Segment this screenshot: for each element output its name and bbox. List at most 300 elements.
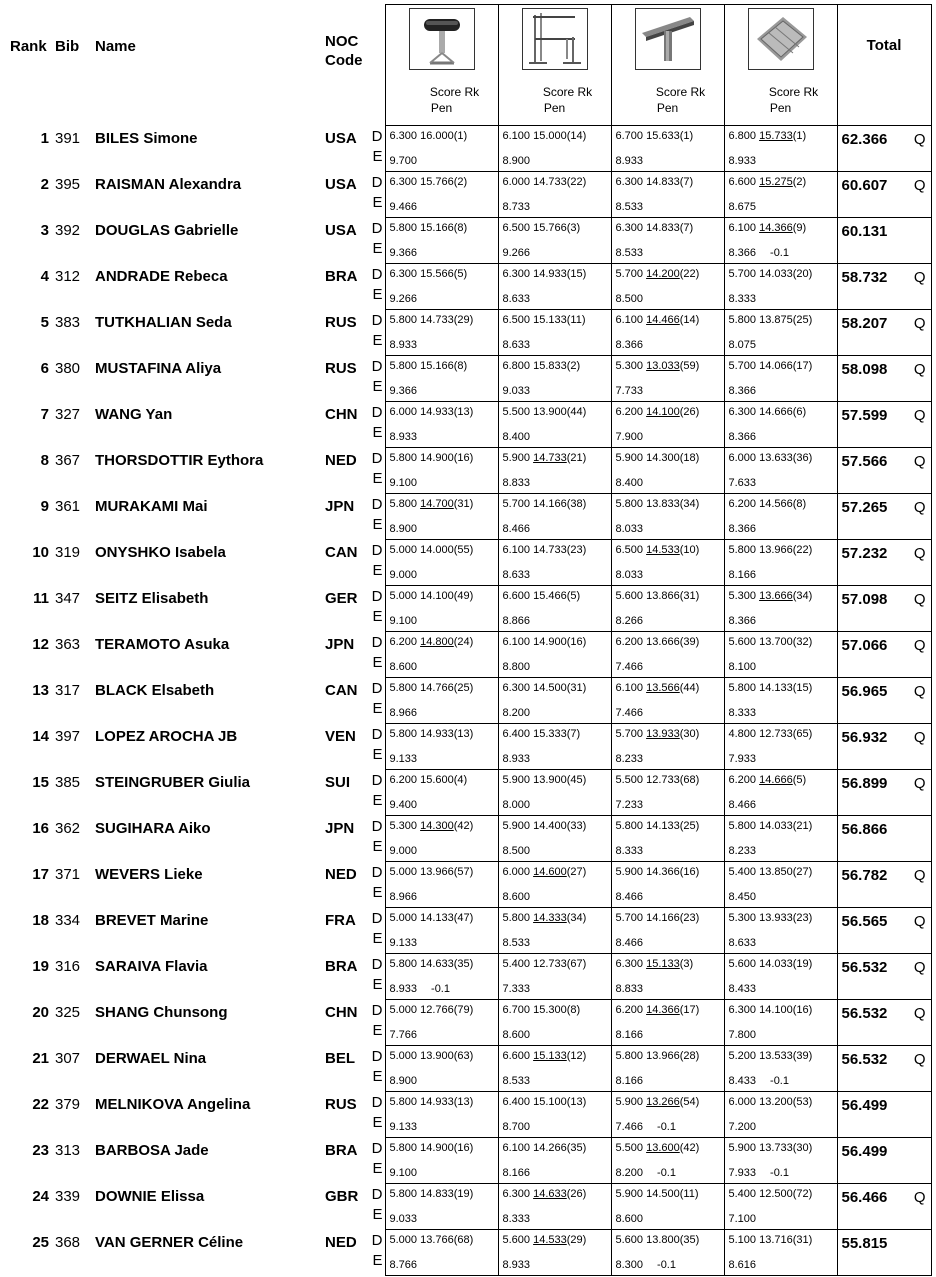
qualified-mark: Q: [913, 407, 926, 424]
apparatus-d-score-cell: [385, 862, 498, 885]
apparatus-rank: (38): [566, 498, 587, 510]
penalty: -0.1: [770, 1074, 789, 1087]
apparatus-d-score-cell: [611, 586, 724, 609]
total-score: 60.131: [841, 223, 888, 240]
total-score: 57.566: [841, 453, 888, 470]
d-score: 5.900: [615, 452, 644, 464]
total-cell: [837, 816, 931, 839]
apparatus-e-score-cell: [724, 1115, 837, 1138]
apparatus-d-score-cell: [385, 310, 498, 333]
total-cell: [837, 954, 931, 977]
noc-code: NED: [325, 865, 357, 883]
apparatus-rank: (44): [679, 682, 700, 694]
apparatus-score: 14.633: [420, 958, 454, 970]
apparatus-rank: (15): [566, 268, 587, 280]
apparatus-rank: (2): [566, 360, 581, 372]
e-label: E: [371, 609, 385, 632]
bib-cell: 327: [55, 405, 81, 423]
apparatus-d-score-cell: [724, 954, 837, 977]
apparatus-rank: (16): [453, 1142, 474, 1154]
total-cell: [837, 1184, 931, 1207]
total-cell: [837, 1230, 931, 1253]
total-cell: [837, 770, 931, 793]
athlete-row-d: [5, 908, 931, 931]
apparatus-score: 15.000: [533, 130, 567, 142]
apparatus-e-score-cell: [385, 977, 498, 1000]
rank-cell: 5: [40, 313, 49, 331]
apparatus-rank: (29): [566, 1234, 587, 1246]
apparatus-e-score-cell: [385, 655, 498, 678]
total-score: 62.366: [841, 131, 888, 148]
apparatus-d-score-cell: [385, 1000, 498, 1023]
e-score: 8.266: [615, 614, 644, 627]
e-score: 8.233: [615, 752, 644, 765]
total-cell-empty: [837, 379, 931, 402]
apparatus-e-score-cell: [724, 287, 837, 310]
apparatus-score: 14.300: [420, 820, 454, 832]
apparatus-rank: (13): [453, 728, 474, 740]
d-score: 6.300: [615, 958, 644, 970]
d-score: 6.200: [615, 406, 644, 418]
penalty: -0.1: [431, 982, 450, 995]
apparatus-d-score-cell: [724, 264, 837, 287]
score-rk-label: Score Rk: [542, 85, 593, 99]
apparatus-d-score-cell: [611, 1138, 724, 1161]
apparatus-score: 14.533: [646, 544, 680, 556]
apparatus-d-score-cell: [498, 908, 611, 931]
d-label: D: [371, 402, 385, 425]
apparatus-d-score-cell: [498, 632, 611, 655]
apparatus-rank: (19): [453, 1188, 474, 1200]
d-label: D: [371, 908, 385, 931]
apparatus-score: 14.033: [759, 820, 793, 832]
e-score: 8.466: [615, 890, 644, 903]
athlete-row-d: [5, 632, 931, 655]
apparatus-rank: (8): [453, 222, 468, 234]
qualified-mark: Q: [913, 775, 926, 792]
total-cell: [837, 724, 931, 747]
apparatus-header-bars: [498, 5, 611, 126]
apparatus-d-score-cell: [498, 724, 611, 747]
d-score: 5.000: [389, 544, 418, 556]
d-score: 6.000: [728, 452, 757, 464]
apparatus-score: 15.275: [759, 176, 793, 188]
apparatus-e-score-cell: [611, 1023, 724, 1046]
apparatus-d-score-cell: [611, 402, 724, 425]
apparatus-score: 14.100: [646, 406, 680, 418]
athlete-name: BREVET Marine: [95, 911, 209, 929]
d-score: 6.100: [502, 636, 531, 648]
athlete-row-d: [5, 448, 931, 471]
rank-header: Rank: [10, 37, 47, 55]
total-score: 56.565: [841, 913, 888, 930]
d-score: 5.700: [728, 360, 757, 372]
athlete-name: DOWNIE Elissa: [95, 1187, 205, 1205]
d-score: 5.900: [502, 452, 531, 464]
apparatus-rank: (54): [679, 1096, 700, 1108]
total-score: 57.098: [841, 591, 888, 608]
e-score: 8.466: [615, 936, 644, 949]
total-cell: [837, 1046, 931, 1069]
apparatus-rank: (34): [679, 498, 700, 510]
e-score: 8.900: [389, 1074, 418, 1087]
d-score: 5.800: [389, 728, 418, 740]
apparatus-d-score-cell: [611, 494, 724, 517]
apparatus-rank: (8): [566, 1004, 581, 1016]
apparatus-score: 15.133: [533, 314, 567, 326]
apparatus-e-score-cell: [724, 1069, 837, 1092]
apparatus-rank: (16): [566, 636, 587, 648]
total-cell-empty: [837, 839, 931, 862]
d-score: 5.400: [728, 1188, 757, 1200]
total-score: 58.732: [841, 269, 888, 286]
total-cell-empty: [837, 1207, 931, 1230]
qualified-mark: Q: [913, 683, 926, 700]
apparatus-e-score-cell: [385, 333, 498, 356]
apparatus-d-score-cell: [385, 954, 498, 977]
d-label: D: [371, 816, 385, 839]
apparatus-d-score-cell: [724, 1230, 837, 1253]
d-score: 6.000: [728, 1096, 757, 1108]
apparatus-score: 14.366: [759, 222, 793, 234]
rank-cell: 25: [32, 1233, 49, 1251]
apparatus-e-score-cell: [724, 333, 837, 356]
apparatus-rank: (57): [453, 866, 474, 878]
apparatus-d-score-cell: [611, 770, 724, 793]
apparatus-rank: (72): [792, 1188, 813, 1200]
total-cell-empty: [837, 793, 931, 816]
apparatus-score: 14.566: [759, 498, 793, 510]
apparatus-d-score-cell: [385, 678, 498, 701]
apparatus-score: 14.033: [759, 268, 793, 280]
apparatus-score: 14.833: [420, 1188, 454, 1200]
athlete-name: BILES Simone: [95, 129, 198, 147]
apparatus-score: 15.300: [533, 1004, 567, 1016]
apparatus-e-score-cell: [611, 747, 724, 770]
bib-cell: 316: [55, 957, 81, 975]
e-score: 9.266: [502, 246, 531, 259]
total-cell-empty: [837, 425, 931, 448]
e-score: 7.800: [728, 1028, 757, 1041]
apparatus-d-score-cell: [498, 1184, 611, 1207]
noc-code: SUI: [325, 773, 351, 791]
apparatus-e-score-cell: [385, 931, 498, 954]
total-cell-empty: [837, 1115, 931, 1138]
d-score: 6.700: [502, 1004, 531, 1016]
e-score: 8.633: [502, 568, 531, 581]
apparatus-score: 15.133: [646, 958, 680, 970]
athlete-row-d: [5, 724, 931, 747]
d-score: 6.100: [502, 544, 531, 556]
athlete-row-d: [5, 494, 931, 517]
e-score: 9.266: [389, 292, 418, 305]
d-score: 5.300: [389, 820, 418, 832]
d-score: 6.200: [389, 774, 418, 786]
e-score: 8.533: [502, 1074, 531, 1087]
apparatus-e-score-cell: [724, 517, 837, 540]
apparatus-rank: (34): [792, 590, 813, 602]
athlete-name: THORSDOTTIR Eythora: [95, 451, 264, 469]
d-score: 5.800: [728, 682, 757, 694]
apparatus-e-score-cell: [724, 609, 837, 632]
apparatus-e-score-cell: [385, 471, 498, 494]
noc-code: USA: [325, 175, 357, 193]
d-score: 5.500: [502, 406, 531, 418]
apparatus-rank: (9): [792, 222, 807, 234]
total-cell: [837, 586, 931, 609]
apparatus-rank: (5): [566, 590, 581, 602]
apparatus-d-score-cell: [611, 816, 724, 839]
apparatus-score: 13.966: [420, 866, 454, 878]
apparatus-e-score-cell: [724, 425, 837, 448]
apparatus-e-score-cell: [498, 1207, 611, 1230]
e-score: 8.933: [615, 154, 644, 167]
name-header: Name: [95, 37, 136, 55]
apparatus-d-score-cell: [611, 954, 724, 977]
apparatus-rank: (7): [679, 176, 694, 188]
d-score: 5.800: [502, 912, 531, 924]
e-label: E: [371, 425, 385, 448]
total-cell-empty: [837, 333, 931, 356]
total-cell: [837, 264, 931, 287]
total-cell-empty: [837, 655, 931, 678]
e-label: E: [371, 931, 385, 954]
apparatus-rank: (23): [679, 912, 700, 924]
d-label: D: [371, 1092, 385, 1115]
apparatus-d-score-cell: [724, 310, 837, 333]
noc-code: BRA: [325, 267, 358, 285]
apparatus-score: 14.666: [759, 774, 793, 786]
rank-cell: 2: [40, 175, 49, 193]
apparatus-score: 14.200: [646, 268, 680, 280]
apparatus-score: 13.733: [759, 1142, 793, 1154]
d-score: 6.100: [615, 314, 644, 326]
d-score: 6.300: [502, 682, 531, 694]
qualified-mark: Q: [913, 637, 926, 654]
apparatus-d-score-cell: [724, 908, 837, 931]
apparatus-rank: (68): [679, 774, 700, 786]
e-score: 8.100: [728, 660, 757, 673]
penalty: -0.1: [657, 1258, 676, 1271]
e-label: E: [371, 1115, 385, 1138]
d-score: 5.600: [728, 958, 757, 970]
e-score: 8.900: [389, 522, 418, 535]
apparatus-score: 14.166: [646, 912, 680, 924]
total-score: 57.232: [841, 545, 888, 562]
d-score: 6.300: [502, 1188, 531, 1200]
d-score: 5.600: [615, 1234, 644, 1246]
e-score: 8.000: [502, 798, 531, 811]
apparatus-score: 12.766: [420, 1004, 454, 1016]
apparatus-rank: (35): [679, 1234, 700, 1246]
d-score: 5.900: [615, 1188, 644, 1200]
d-score: 5.600: [615, 590, 644, 602]
apparatus-rank: (2): [453, 176, 468, 188]
total-score: 57.066: [841, 637, 888, 654]
apparatus-e-score-cell: [724, 1253, 837, 1276]
d-score: 6.300: [728, 406, 757, 418]
e-score: 8.533: [502, 936, 531, 949]
d-score: 6.300: [389, 176, 418, 188]
d-score: 5.800: [728, 544, 757, 556]
apparatus-e-score-cell: [611, 977, 724, 1000]
apparatus-score: 13.900: [533, 406, 567, 418]
apparatus-score: 15.100: [533, 1096, 567, 1108]
apparatus-d-score-cell: [498, 310, 611, 333]
athlete-row-d: [5, 586, 931, 609]
apparatus-rank: (33): [566, 820, 587, 832]
total-cell-empty: [837, 471, 931, 494]
apparatus-score: 15.466: [533, 590, 567, 602]
d-score: 6.300: [615, 222, 644, 234]
d-score: 6.200: [615, 1004, 644, 1016]
apparatus-rank: (19): [792, 958, 813, 970]
apparatus-score: 12.500: [759, 1188, 793, 1200]
apparatus-score: 14.366: [646, 866, 680, 878]
e-score: 8.933: [502, 752, 531, 765]
bib-cell: 361: [55, 497, 81, 515]
total-cell-empty: [837, 609, 931, 632]
apparatus-score: 13.033: [646, 360, 680, 372]
apparatus-e-score-cell: [498, 1253, 611, 1276]
pen-label: Pen: [430, 101, 453, 115]
d-score: 4.800: [728, 728, 757, 740]
rank-cell: 17: [32, 865, 49, 883]
e-score: 8.166: [615, 1074, 644, 1087]
bib-cell: 312: [55, 267, 81, 285]
total-cell-empty: [837, 149, 931, 172]
apparatus-e-score-cell: [724, 931, 837, 954]
apparatus-e-score-cell: [611, 149, 724, 172]
e-label: E: [371, 1023, 385, 1046]
athlete-name: ONYSHKO Isabela: [95, 543, 226, 561]
d-score: 6.200: [728, 774, 757, 786]
apparatus-d-score-cell: [611, 172, 724, 195]
d-score: 5.400: [728, 866, 757, 878]
apparatus-score: 13.875: [759, 314, 793, 326]
rank-cell: 16: [32, 819, 49, 837]
total-score: 56.932: [841, 729, 888, 746]
apparatus-e-score-cell: [724, 471, 837, 494]
total-score: 56.466: [841, 1189, 888, 1206]
e-score: 8.533: [615, 200, 644, 213]
e-label: E: [371, 1069, 385, 1092]
athlete-row-d: [5, 402, 931, 425]
e-score: 8.600: [615, 1212, 644, 1225]
apparatus-score: 14.600: [533, 866, 567, 878]
bib-cell: 383: [55, 313, 81, 331]
qualified-mark: Q: [913, 913, 926, 930]
apparatus-score: 14.133: [759, 682, 793, 694]
noc-code: BRA: [325, 957, 358, 975]
d-label: D: [371, 310, 385, 333]
e-score: 8.866: [502, 614, 531, 627]
athlete-name: BLACK Elsabeth: [95, 681, 215, 699]
e-score: 8.433: [728, 982, 757, 995]
e-score: 8.075: [728, 338, 757, 351]
athlete-row-d: [5, 862, 931, 885]
e-score: 8.933: [389, 982, 418, 995]
apparatus-rank: (4): [453, 774, 468, 786]
noc-code: CAN: [325, 543, 358, 561]
apparatus-e-score-cell: [385, 563, 498, 586]
noc-code: BRA: [325, 1141, 358, 1159]
apparatus-e-score-cell: [498, 701, 611, 724]
rank-cell: 21: [32, 1049, 49, 1067]
apparatus-d-score-cell: [498, 448, 611, 471]
apparatus-e-score-cell: [611, 1253, 724, 1276]
apparatus-e-score-cell: [498, 379, 611, 402]
total-cell-empty: [837, 195, 931, 218]
total-cell-empty: [837, 517, 931, 540]
e-label: E: [371, 885, 385, 908]
total-cell-empty: [837, 931, 931, 954]
apparatus-d-score-cell: [385, 1184, 498, 1207]
e-label: E: [371, 793, 385, 816]
apparatus-e-score-cell: [611, 885, 724, 908]
total-score: 56.532: [841, 1005, 888, 1022]
apparatus-score: 12.733: [533, 958, 567, 970]
total-cell: [837, 448, 931, 471]
pen-label: Pen: [656, 101, 679, 115]
total-cell: [837, 172, 931, 195]
noc-code: RUS: [325, 359, 357, 377]
d-score: 6.700: [615, 130, 644, 142]
apparatus-score: 14.466: [646, 314, 680, 326]
apparatus-score: 14.900: [420, 1142, 454, 1154]
apparatus-rank: (68): [453, 1234, 474, 1246]
d-score: 6.600: [728, 176, 757, 188]
total-score: 57.599: [841, 407, 888, 424]
apparatus-e-score-cell: [498, 1023, 611, 1046]
bib-cell: 363: [55, 635, 81, 653]
d-score: 5.000: [389, 1004, 418, 1016]
total-cell: [837, 908, 931, 931]
noc-code: FRA: [325, 911, 356, 929]
apparatus-rank: (22): [679, 268, 700, 280]
apparatus-e-score-cell: [724, 563, 837, 586]
athlete-name: SEITZ Elisabeth: [95, 589, 209, 607]
d-score: 6.300: [728, 1004, 757, 1016]
apparatus-score: 14.266: [533, 1142, 567, 1154]
apparatus-e-score-cell: [724, 839, 837, 862]
apparatus-rank: (35): [453, 958, 474, 970]
uneven-bars-icon: [522, 8, 588, 70]
d-score: 5.900: [728, 1142, 757, 1154]
total-cell: [837, 218, 931, 241]
score-rk-label: Score Rk: [768, 85, 819, 99]
bib-cell: 397: [55, 727, 81, 745]
d-label: D: [371, 954, 385, 977]
apparatus-e-score-cell: [611, 1115, 724, 1138]
apparatus-e-score-cell: [611, 839, 724, 862]
apparatus-rank: (23): [792, 912, 813, 924]
total-cell-empty: [837, 1069, 931, 1092]
apparatus-header-beam: [611, 5, 724, 126]
apparatus-d-score-cell: [611, 678, 724, 701]
apparatus-score: 13.266: [646, 1096, 680, 1108]
apparatus-d-score-cell: [724, 356, 837, 379]
bib-cell: 325: [55, 1003, 81, 1021]
d-score: 6.800: [728, 130, 757, 142]
apparatus-e-score-cell: [498, 1115, 611, 1138]
qualified-mark: Q: [913, 1005, 926, 1022]
e-score: 9.366: [389, 246, 418, 259]
apparatus-d-score-cell: [385, 770, 498, 793]
athlete-row-d: [5, 1000, 931, 1023]
d-score: 5.000: [389, 866, 418, 878]
e-score: 8.166: [615, 1028, 644, 1041]
